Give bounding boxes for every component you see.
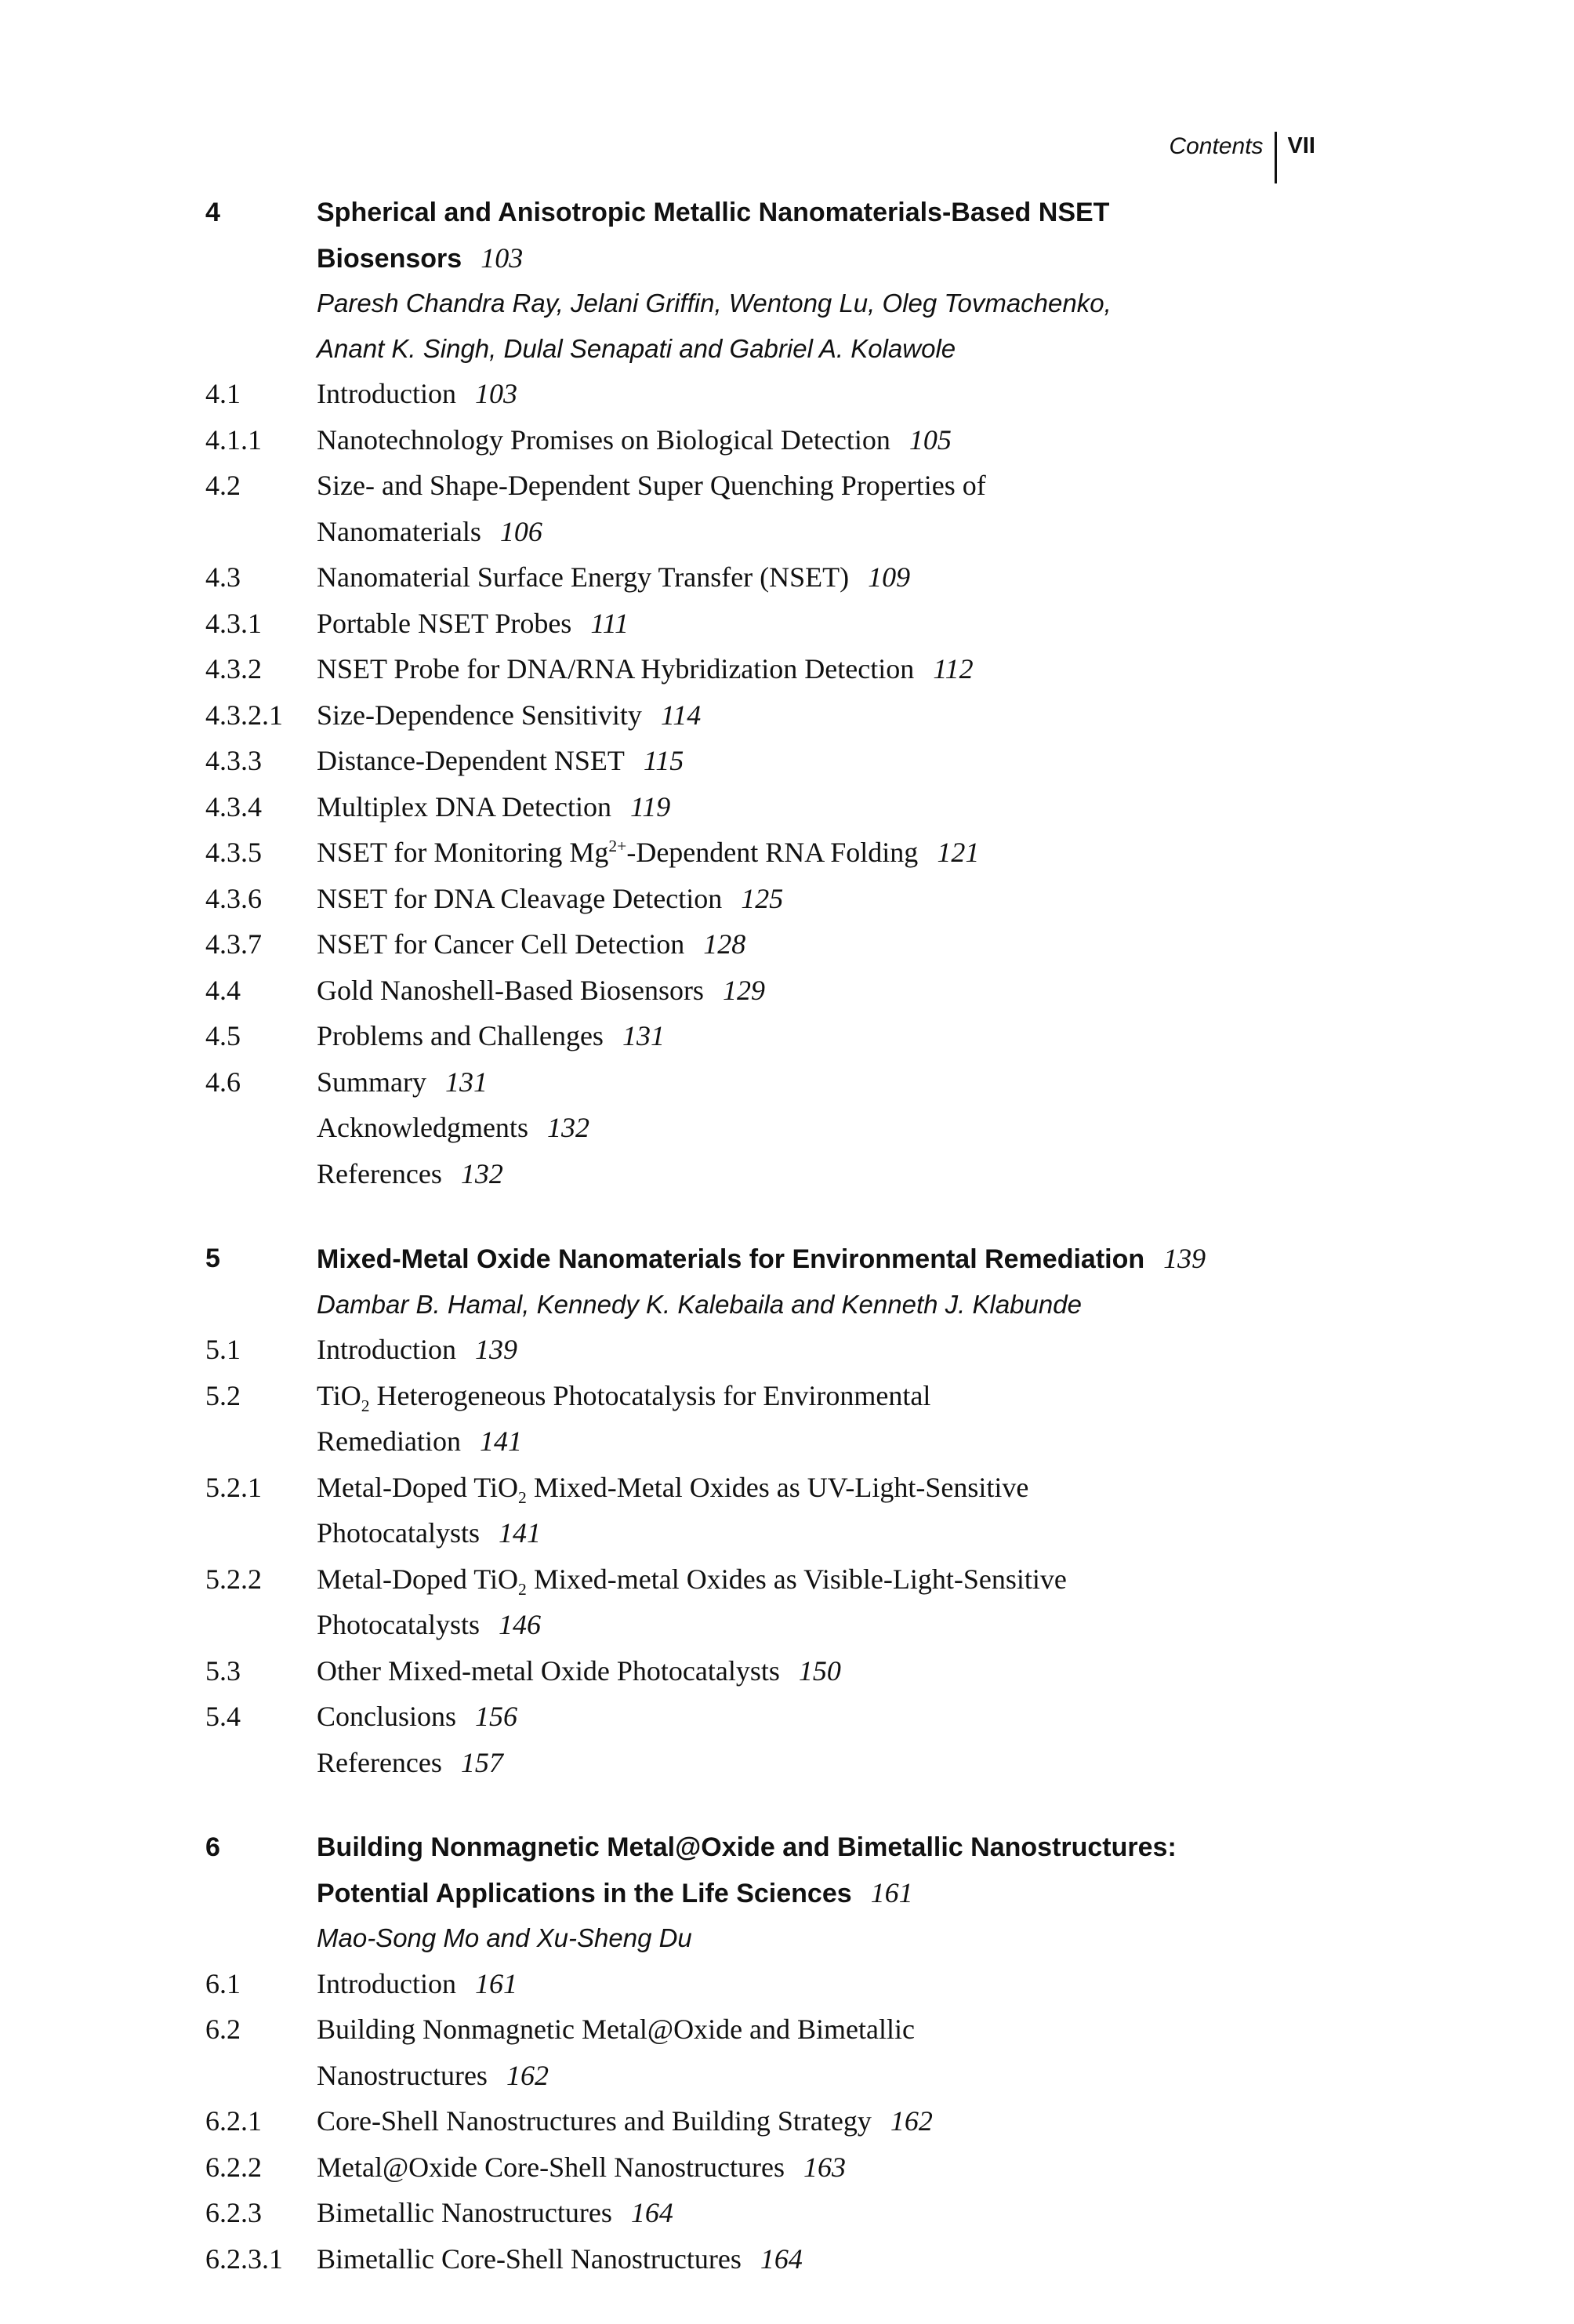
section-number: 5.2.2 xyxy=(205,1563,262,1595)
section-page: 139 xyxy=(474,1334,517,1365)
table-of-contents xyxy=(205,193,1303,2324)
section-title: Gold Nanoshell-Based Biosensors xyxy=(317,974,704,1006)
section-number: 4.3.4 xyxy=(205,790,262,822)
section-number: 6.2.1 xyxy=(205,2105,262,2137)
section-page: 131 xyxy=(445,1066,488,1098)
section-number: 6.2.2 xyxy=(205,2151,262,2183)
section-page: 150 xyxy=(798,1654,841,1687)
chapter-authors xyxy=(205,1285,1303,1331)
section-page: 161 xyxy=(474,1967,517,1999)
section-title: NSET for Monitoring $Mg^{2+}$-Dependent RNA Folding xyxy=(317,837,919,868)
section-title: NSET Probe for DNA/RNA Hybridization Detection xyxy=(317,653,915,684)
running-header xyxy=(1169,132,1315,183)
section-page: 141 xyxy=(498,1517,541,1549)
section-page: 111 xyxy=(590,607,629,639)
chapter-title-cont: Biosensors xyxy=(317,243,462,274)
toc-entry[interactable] xyxy=(205,420,1303,467)
section-title: Size-Dependence Sensitivity xyxy=(317,699,642,731)
section-page: 156 xyxy=(475,1701,518,1732)
running-header-label: Contents xyxy=(1169,133,1264,159)
toc-entry[interactable] xyxy=(205,695,1303,742)
toc-entry[interactable] xyxy=(205,1330,1303,1376)
toc-entry[interactable] xyxy=(205,1062,1303,1109)
section-number: 4.1.1 xyxy=(205,423,262,456)
section-title: Bimetallic Nanostructures xyxy=(317,2197,612,2228)
section-number: 5.2.1 xyxy=(205,1471,262,1503)
section-title: Size- and Shape-Dependent Super Quenching Properties of xyxy=(317,470,986,501)
section-number: 4.6 xyxy=(205,1066,241,1098)
section-title: Conclusions xyxy=(317,1701,457,1732)
section-title: Nanotechnology Promises on Biological Detection xyxy=(317,423,890,456)
toc-entry[interactable] xyxy=(205,1154,1303,1200)
section-title: Core-Shell Nanostructures and Building Strategy xyxy=(317,2105,872,2137)
section-number: 4.3.7 xyxy=(205,928,262,960)
section-number: 4.1 xyxy=(205,378,241,409)
section-title: Introduction xyxy=(317,1967,456,1999)
chapter-heading[interactable] xyxy=(205,1828,1303,1919)
section-page: 146 xyxy=(498,1609,541,1640)
toc-entry[interactable] xyxy=(205,557,1303,604)
toc-entry[interactable] xyxy=(205,1697,1303,1743)
section-title: Multiplex DNA Detection xyxy=(317,790,611,822)
section-title-cont: Remediation xyxy=(317,1425,461,1457)
chapter-4 xyxy=(205,193,1303,1200)
section-title: Nanomaterial Surface Energy Transfer (NSET) xyxy=(317,561,850,593)
toc-entry[interactable] xyxy=(205,2101,1303,2148)
toc-entry[interactable] xyxy=(205,1560,1303,1651)
section-page: 109 xyxy=(868,561,911,593)
toc-entry[interactable] xyxy=(205,924,1303,971)
section-number xyxy=(205,1743,317,1789)
chapter-6 xyxy=(205,1828,1303,2285)
section-number xyxy=(205,1154,317,1200)
chapter-page: 161 xyxy=(870,1876,913,1908)
toc-entry[interactable] xyxy=(205,879,1303,925)
toc-entry[interactable] xyxy=(205,1651,1303,1698)
section-page: 125 xyxy=(741,882,784,914)
section-number: 4.3.5 xyxy=(205,837,262,868)
section-number: 6.2.3.1 xyxy=(205,2242,283,2275)
chapter-title: Building Nonmagnetic Metal@Oxide and Bimetallic Nanostructures: xyxy=(317,1832,1177,1862)
section-number: 4.3 xyxy=(205,561,241,593)
section-page: 132 xyxy=(460,1157,503,1189)
section-number: 6.2.3 xyxy=(205,2197,262,2228)
section-title: Metal@Oxide Core-Shell Nanostructures xyxy=(317,2151,785,2183)
toc-entry[interactable] xyxy=(205,1468,1303,1560)
section-number: 5.2 xyxy=(205,1379,241,1411)
section-page: 162 xyxy=(506,2059,549,2091)
section-page: 105 xyxy=(908,423,952,456)
authors-line: Paresh Chandra Ray, Jelani Griffin, Wentong Lu, Oleg Tovmachenko, xyxy=(317,289,1112,318)
section-title: References xyxy=(317,1157,442,1189)
section-page: 121 xyxy=(937,837,980,868)
section-title-cont: Photocatalysts xyxy=(317,1609,480,1640)
section-number: 5.1 xyxy=(205,1334,241,1365)
toc-entry[interactable] xyxy=(205,1016,1303,1062)
toc-entry[interactable] xyxy=(205,604,1303,650)
toc-entry[interactable] xyxy=(205,1376,1303,1468)
toc-entry[interactable] xyxy=(205,1743,1303,1789)
toc-entry[interactable] xyxy=(205,833,1303,879)
section-title: Distance-Dependent NSET xyxy=(317,745,625,776)
section-number: 4.3.3 xyxy=(205,745,262,776)
section-page: 141 xyxy=(479,1425,522,1457)
toc-entry[interactable] xyxy=(205,649,1303,695)
section-page: 128 xyxy=(703,928,746,960)
toc-entry[interactable] xyxy=(205,2010,1303,2101)
section-title: Other Mixed-metal Oxide Photocatalysts xyxy=(317,1654,780,1687)
section-title: Bimetallic Core-Shell Nanostructures xyxy=(317,2242,742,2275)
section-page: 164 xyxy=(630,2197,673,2228)
toc-entry[interactable] xyxy=(205,1108,1303,1154)
section-title: Summary xyxy=(317,1066,426,1098)
section-title-cont: Nanostructures xyxy=(317,2059,488,2091)
chapter-heading[interactable] xyxy=(205,193,1303,284)
authors-line: Dambar B. Hamal, Kennedy K. Kalebaila and Kenneth J. Klabunde xyxy=(317,1289,1082,1319)
authors-line: Anant K. Singh, Dulal Senapati and Gabriel A. Kolawole xyxy=(317,333,956,363)
section-page: 115 xyxy=(643,745,684,776)
section-title: NSET for Cancer Cell Detection xyxy=(317,928,685,960)
section-title: Building Nonmagnetic Metal@Oxide and Bimetallic xyxy=(317,2014,915,2045)
section-page: 119 xyxy=(629,790,671,822)
section-page: 164 xyxy=(760,2242,803,2275)
toc-entry[interactable] xyxy=(205,2193,1303,2239)
section-title-cont: Photocatalysts xyxy=(317,1517,480,1549)
section-title-cont: Nanomaterials xyxy=(317,515,481,547)
section-title: Introduction xyxy=(317,378,456,409)
toc-entry[interactable] xyxy=(205,466,1303,557)
section-page: 163 xyxy=(803,2151,847,2183)
toc-entry[interactable] xyxy=(205,971,1303,1017)
section-page: 129 xyxy=(722,974,765,1006)
section-number: 4.2 xyxy=(205,470,241,501)
section-title: Portable NSET Probes xyxy=(317,607,572,639)
section-number: 4.3.2.1 xyxy=(205,699,283,731)
section-page: 132 xyxy=(546,1112,589,1143)
chapter-title: Mixed-Metal Oxide Nanomaterials for Environmental Remediation xyxy=(317,1244,1145,1274)
toc-entry[interactable] xyxy=(205,1964,1303,2010)
toc-entry[interactable] xyxy=(205,741,1303,787)
chapter-authors xyxy=(205,284,1303,374)
chapter-title-cont: Potential Applications in the Life Sciences xyxy=(317,1878,852,1908)
toc-entry[interactable] xyxy=(205,374,1303,420)
authors-line: Mao-Song Mo and Xu-Sheng Du xyxy=(317,1923,692,1952)
section-number: 4.3.1 xyxy=(205,607,262,639)
section-number: 6.2 xyxy=(205,2014,241,2045)
section-page: 131 xyxy=(622,1020,665,1051)
section-title: References xyxy=(317,1746,442,1778)
section-page: 114 xyxy=(660,699,702,731)
section-page: 112 xyxy=(933,653,974,684)
chapter-5 xyxy=(205,1239,1303,1788)
section-title: Metal-Doped TiO$_2$ Mixed-metal Oxides as Visible-Light-Sensitive xyxy=(317,1563,1067,1599)
section-number: 5.4 xyxy=(205,1701,241,1732)
chapter-heading[interactable] xyxy=(205,1239,1303,1285)
section-number xyxy=(205,1108,317,1154)
page-number: VII xyxy=(1287,133,1315,158)
section-page: 162 xyxy=(890,2105,933,2137)
toc-entry[interactable] xyxy=(205,2148,1303,2194)
section-number: 5.3 xyxy=(205,1654,241,1687)
section-number: 4.4 xyxy=(205,974,241,1006)
section-title: Problems and Challenges xyxy=(317,1020,604,1051)
toc-entry[interactable] xyxy=(205,2239,1303,2286)
chapter-page: 139 xyxy=(1163,1243,1206,1274)
chapter-number: 5 xyxy=(205,1244,220,1273)
section-title: Metal-Doped TiO$_2$ Mixed-Metal Oxides as UV-Light-Sensitive xyxy=(317,1471,1029,1507)
section-number: 6.1 xyxy=(205,1967,241,1999)
section-number: 4.5 xyxy=(205,1020,241,1051)
chapter-authors xyxy=(205,1919,1303,1964)
section-title: NSET for DNA Cleavage Detection xyxy=(317,882,723,914)
section-number: 4.3.6 xyxy=(205,882,262,914)
section-title: Introduction xyxy=(317,1334,456,1365)
chapter-title: Spherical and Anisotropic Metallic Nanomaterials-Based NSET xyxy=(317,198,1110,227)
section-number: 4.3.2 xyxy=(205,653,262,684)
toc-entry[interactable] xyxy=(205,787,1303,833)
section-title: TiO$_2$ Heterogeneous Photocatalysis for Environmental xyxy=(317,1379,931,1415)
section-title: Acknowledgments xyxy=(317,1112,528,1143)
section-page: 157 xyxy=(460,1746,503,1778)
section-page: 103 xyxy=(474,378,517,409)
chapter-number: 4 xyxy=(205,198,220,227)
chapter-number: 6 xyxy=(205,1832,220,1862)
chapter-page: 103 xyxy=(481,241,524,274)
section-page: 106 xyxy=(499,515,542,547)
